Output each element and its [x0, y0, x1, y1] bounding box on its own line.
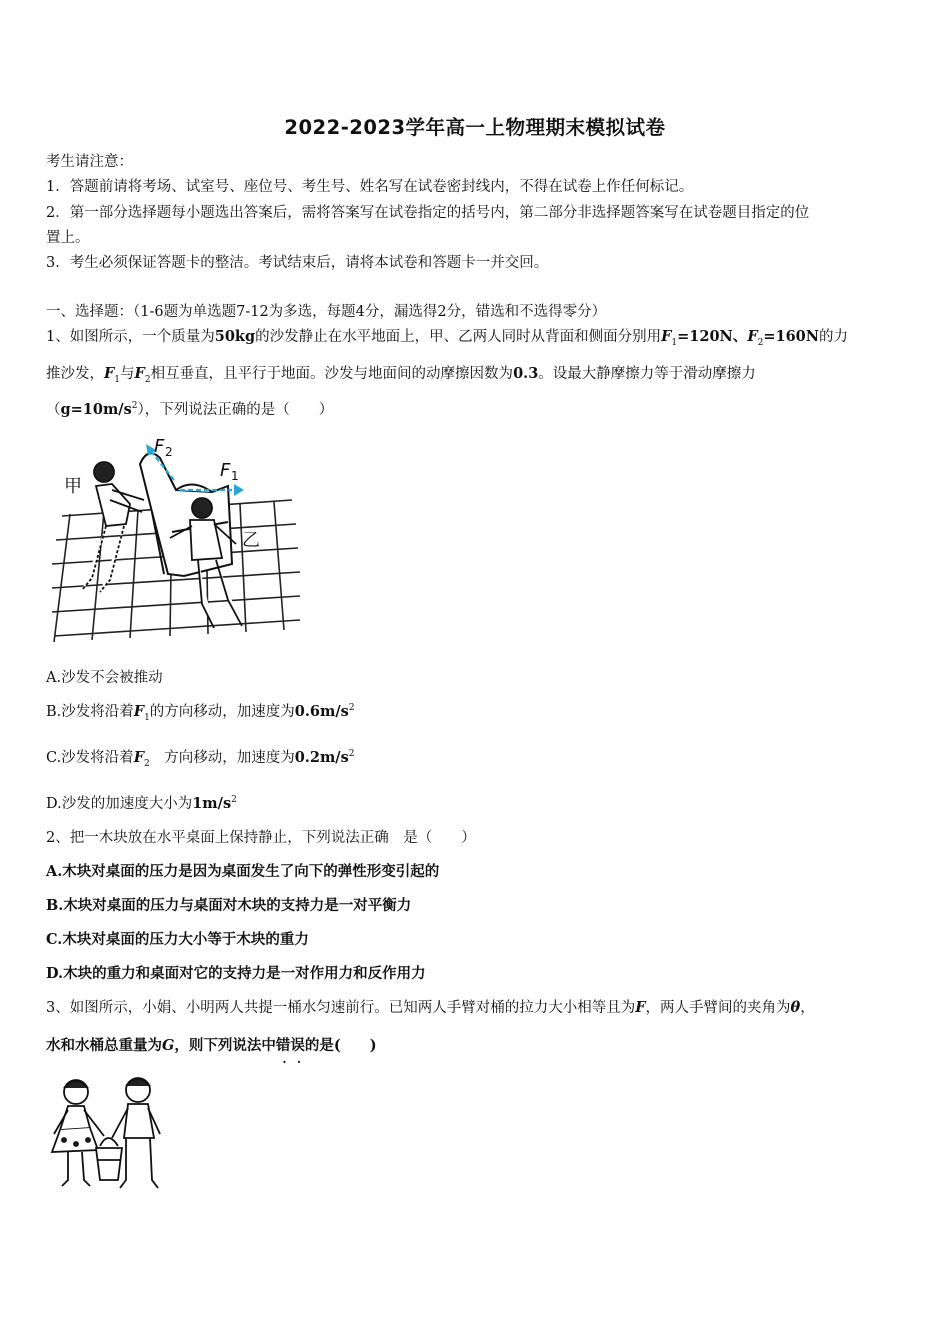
q1-stem-line-1: [46, 327, 848, 347]
text: ，: [800, 1000, 815, 1016]
label-f2: F: [154, 436, 165, 457]
q3-stem-line-1: [46, 998, 815, 1018]
sofa-push-figure: [52, 428, 302, 656]
f1-subscript: 1: [114, 374, 121, 385]
q1-option-b: [46, 702, 355, 722]
f1-symbol: F: [661, 328, 672, 345]
q3-stem-line-2: [46, 1036, 377, 1056]
f2-symbol: F: [134, 365, 145, 382]
section-heading: 一、选择题：（1-6题为单选题7-12为多选，每题4分，漏选得2分，错选和不选得零分）: [46, 304, 607, 320]
f2-subscript: 2: [757, 337, 764, 348]
emphasis-char: 误: [290, 1037, 305, 1054]
q1-stem-line-2: [46, 364, 756, 384]
label-f1-subscript: 1: [231, 469, 239, 483]
text: 方向移动，加速度为: [149, 750, 295, 766]
mass-value: 50kg: [214, 328, 256, 345]
text: B.沙发将沿着: [46, 704, 134, 720]
acceleration-superscript: 2: [348, 703, 355, 714]
f1-subscript: 1: [671, 337, 678, 348]
notice-item-1: 1．答题前请将考场、试室号、座位号、考生号、姓名写在试卷密封线内，不得在试卷上作任何标记。: [46, 179, 694, 195]
f1-symbol: F: [104, 365, 115, 382]
q2-option-c: C.木块对桌面的压力大小等于木块的重力: [46, 931, 309, 948]
text: C.沙发将沿着: [46, 750, 134, 766]
label-f2-subscript: 2: [165, 445, 173, 459]
q1-stem-line-3: [46, 400, 333, 420]
f1-subscript: 1: [144, 712, 150, 723]
notice-item-2b: 置上。: [46, 230, 90, 246]
text: （: [46, 402, 61, 418]
text: 的是( ): [304, 1037, 377, 1054]
q2-stem: 2、把一木块放在水平桌面上保持静止，下列说法正确 是（ ）: [46, 830, 476, 846]
q1-option-d: [46, 794, 237, 814]
label-f1: F: [220, 460, 231, 481]
angle-symbol: θ: [790, 999, 801, 1016]
gravity-superscript: 2: [131, 401, 138, 412]
page-title: 2022-2023学年高一上物理期末模拟试卷: [284, 116, 666, 139]
friction-coefficient: 0.3: [513, 365, 539, 382]
text: 推沙发，: [46, 366, 104, 382]
text: 1、如图所示，一个质量为: [46, 329, 215, 345]
notice-heading: 考生请注意：: [46, 154, 133, 170]
acceleration-value: 0.2m/s: [294, 749, 349, 766]
text: 的沙发静止在水平地面上，甲、乙两人同时从背面和侧面分别用: [255, 329, 662, 345]
text: 水和水桶总重量为: [46, 1037, 162, 1054]
weight-symbol: G: [162, 1037, 175, 1054]
text: ，则下列说法中: [174, 1037, 276, 1054]
f2-value: =160N: [763, 328, 820, 345]
notice-item-2a: 2．第一部分选择题每小题选出答案后，需将答案写在试卷指定的括号内，第二部分非选择题答案写在试卷题目指定的位: [46, 205, 810, 221]
gravity-value: g=10m/s: [60, 401, 132, 418]
acceleration-value: 1m/s: [192, 795, 232, 812]
q2-option-a: A.木块对桌面的压力是因为桌面发生了向下的弹性形变引起的: [46, 863, 440, 880]
f1-symbol: F: [133, 703, 145, 720]
q1-option-a: A.沙发不会被推动: [46, 670, 163, 686]
text: 3、如图所示，小娟、小明两人共提一桶水匀速前行。已知两人手臂对桶的拉力大小相等且为: [46, 1000, 636, 1016]
emphasis-char: 错: [275, 1037, 291, 1054]
acceleration-superscript: 2: [231, 795, 237, 806]
text: 的方向移动，加速度为: [149, 704, 295, 720]
f2-subscript: 2: [144, 374, 151, 385]
text: ），下列说法正确的是（ ）: [137, 402, 334, 418]
q2-option-d: D.木块的重力和桌面对它的支持力是一对作用力和反作用力: [46, 965, 426, 982]
text: 。设最大静摩擦力等于滑动摩擦力: [538, 366, 756, 382]
children-bucket-figure: [46, 1072, 166, 1196]
f2-subscript: 2: [143, 758, 150, 769]
text: 与: [120, 366, 135, 382]
text: 的力: [819, 329, 849, 345]
f2-symbol: F: [133, 749, 144, 766]
force-symbol: F: [635, 999, 646, 1016]
acceleration-value: 0.6m/s: [294, 703, 349, 720]
acceleration-superscript: 2: [348, 749, 355, 760]
f2-symbol: F: [747, 328, 758, 345]
text: D.沙发的加速度大小为: [46, 796, 193, 812]
q1-option-c: [46, 748, 354, 768]
text: 相互垂直，且平行于地面。沙发与地面间的动摩擦因数为: [150, 366, 514, 382]
text: ，两人手臂间的夹角为: [645, 1000, 791, 1016]
label-yi: 乙: [242, 530, 260, 551]
notice-item-3: 3．考生必须保证答题卡的整洁。考试结束后，请将本试卷和答题卡一并交回。: [46, 255, 549, 271]
f1-value: =120N、: [677, 328, 748, 345]
q2-option-b: B.木块对桌面的压力与桌面对木块的支持力是一对平衡力: [46, 897, 412, 914]
label-jia: 甲: [64, 476, 82, 497]
